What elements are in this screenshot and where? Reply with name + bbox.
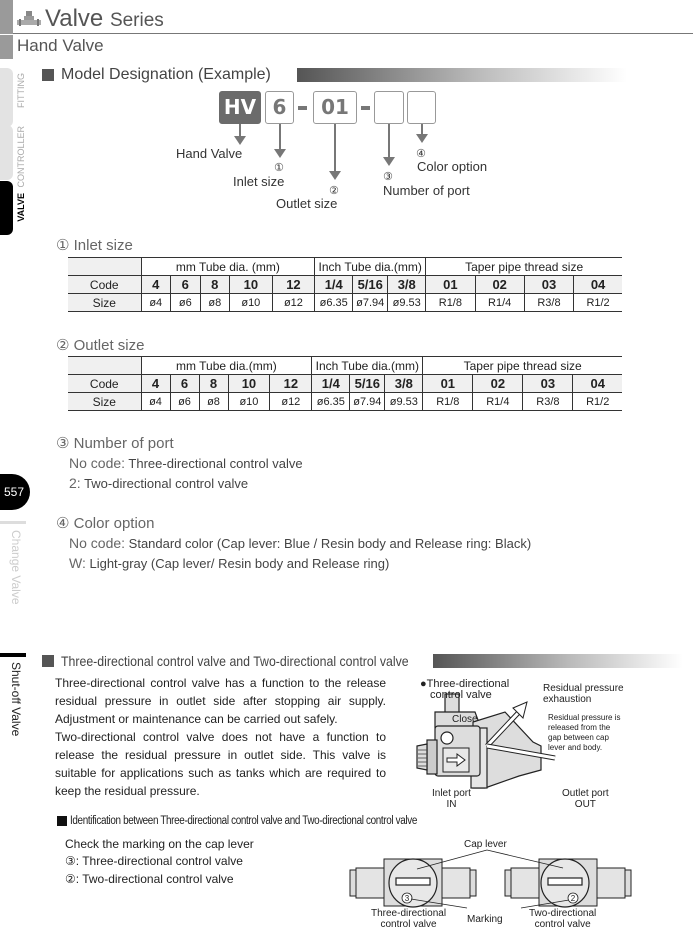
table-cell: 4 bbox=[141, 276, 171, 294]
three-directional-valve-top-view bbox=[350, 859, 476, 907]
side-label-change-valve[interactable]: Change Valve bbox=[9, 530, 23, 605]
table-cell: ø4 bbox=[141, 393, 170, 411]
label-line: gap between cap bbox=[548, 733, 609, 742]
table-cell: 6 bbox=[170, 375, 199, 393]
square-bullet-icon bbox=[42, 655, 54, 667]
square-bullet-icon bbox=[42, 69, 54, 81]
tab-fitting-label[interactable]: FITTING bbox=[16, 73, 26, 108]
table-cell: 8 bbox=[199, 375, 228, 393]
option-value: Two-directional control valve bbox=[80, 476, 249, 491]
table-row bbox=[68, 375, 622, 393]
table-cell: ø9.53 bbox=[385, 393, 423, 411]
side-label-shutoff-valve[interactable]: Shut-off Valve bbox=[9, 662, 23, 737]
label-outlet-number: ② bbox=[329, 185, 339, 197]
label-cap-lever: Cap lever bbox=[464, 839, 507, 850]
model-designation-title: Model Designation (Example) bbox=[61, 66, 271, 83]
arrow-down-icon bbox=[421, 124, 423, 135]
outlet-size-table bbox=[68, 356, 622, 411]
control-valve-description bbox=[55, 674, 386, 800]
model-box-hv: HV bbox=[219, 91, 261, 124]
table-cell: 03 bbox=[523, 375, 573, 393]
table-row-label: Code bbox=[68, 276, 141, 294]
model-dash bbox=[361, 106, 370, 110]
option-key: W: bbox=[69, 555, 86, 571]
table-row bbox=[68, 294, 622, 312]
table-cell: 5/16 bbox=[350, 375, 385, 393]
table-cell: ø9.53 bbox=[388, 294, 426, 312]
table-row bbox=[68, 357, 622, 375]
paragraph-three-directional: Three-directional control valve has a function to the release residual pressure in outlet side after stopping air supply. Adjustment or maintenance can be carried out safely. bbox=[55, 676, 386, 726]
table-cell: 10 bbox=[228, 375, 270, 393]
number-of-port-heading: ③ Number of port bbox=[56, 435, 174, 452]
identification-line: ③: Three-directional control valve bbox=[65, 854, 243, 868]
model-box-color bbox=[407, 91, 436, 124]
side-divider bbox=[0, 521, 26, 524]
label-inlet-size: Inlet size bbox=[233, 174, 285, 189]
table-cell: 6 bbox=[171, 276, 201, 294]
table-cell: 12 bbox=[270, 375, 312, 393]
label-close: Close bbox=[452, 714, 478, 725]
table-cell: R3/8 bbox=[523, 393, 573, 411]
table-cell: ø7.94 bbox=[353, 294, 388, 312]
identification-heading bbox=[57, 815, 474, 827]
label-line: Residual pressure is bbox=[548, 713, 621, 722]
table-cell: 3/8 bbox=[385, 375, 423, 393]
label-marking: Marking bbox=[467, 914, 503, 925]
marking-right: 2 bbox=[570, 894, 576, 903]
control-valve-title: Three-directional control valve and Two-directional control valve bbox=[61, 653, 409, 669]
arrow-down-icon bbox=[334, 124, 336, 172]
outlet-size-heading: ② Outlet size bbox=[56, 337, 145, 354]
header-side-bar bbox=[0, 0, 13, 34]
color-option-w bbox=[69, 555, 389, 571]
label-line: IN bbox=[446, 799, 457, 810]
option-key: No code: bbox=[69, 535, 126, 551]
inlet-size-table bbox=[68, 257, 622, 312]
label-line: control valve bbox=[380, 919, 437, 930]
table-cell: 4 bbox=[141, 375, 170, 393]
tab-controller-label[interactable]: CONTROLLER bbox=[16, 126, 26, 188]
label-inlet-port bbox=[432, 788, 471, 810]
option-key: 2: bbox=[69, 475, 81, 491]
model-box-outlet: 01 bbox=[313, 91, 357, 124]
table-cell: ø10 bbox=[228, 393, 270, 411]
port-option-2 bbox=[69, 475, 248, 491]
label-line: control valve bbox=[534, 919, 591, 930]
heading-gradient-bar bbox=[297, 68, 627, 82]
label-line: Two-directional bbox=[529, 908, 597, 919]
table-cell: R1/8 bbox=[423, 393, 473, 411]
model-designation-heading bbox=[42, 66, 271, 84]
label-line: Three-directional bbox=[371, 908, 447, 919]
table-cell: ø10 bbox=[230, 294, 273, 312]
page-title-suffix: Series bbox=[109, 10, 164, 31]
table-cell: 01 bbox=[423, 375, 473, 393]
table-cell: R1/2 bbox=[573, 393, 622, 411]
table-cell-empty bbox=[68, 258, 141, 276]
table-cell: ø6.35 bbox=[315, 294, 353, 312]
table-cell-empty bbox=[68, 357, 141, 375]
label-outlet-port bbox=[562, 788, 609, 810]
table-group-header: Taper pipe thread size bbox=[426, 258, 622, 276]
model-dash bbox=[298, 106, 307, 110]
table-cell: 1/4 bbox=[312, 375, 350, 393]
table-group-header: Inch Tube dia.(mm) bbox=[312, 357, 423, 375]
table-cell: 01 bbox=[426, 276, 475, 294]
option-value: Three-directional control valve bbox=[125, 456, 303, 471]
model-box-port bbox=[374, 91, 404, 124]
option-value: Standard color (Cap lever: Blue / Resin body and Release ring: Black) bbox=[125, 536, 532, 551]
table-cell: R3/8 bbox=[524, 294, 573, 312]
identification-line: ②: Two-directional control valve bbox=[65, 872, 234, 886]
table-row-label: Code bbox=[68, 375, 141, 393]
option-key: No code: bbox=[69, 455, 126, 471]
label-outlet-size: Outlet size bbox=[276, 196, 338, 211]
tab-valve[interactable] bbox=[0, 181, 13, 235]
table-cell: 02 bbox=[473, 375, 523, 393]
page-title: Valve Series bbox=[45, 5, 164, 32]
table-cell: ø8 bbox=[199, 393, 228, 411]
label-inlet-number: ① bbox=[274, 162, 284, 174]
table-cell: 04 bbox=[573, 375, 622, 393]
label-two-directional bbox=[529, 908, 596, 930]
table-cell: R1/2 bbox=[574, 294, 622, 312]
arrow-down-icon bbox=[279, 124, 281, 150]
heading-gradient-bar bbox=[433, 654, 683, 668]
label-color-option: Color option bbox=[417, 159, 488, 174]
square-bullet-icon bbox=[57, 816, 67, 826]
table-cell: 12 bbox=[272, 276, 315, 294]
tab-valve-label[interactable]: VALVE bbox=[16, 193, 26, 222]
table-row bbox=[68, 393, 622, 411]
marking-left: 3 bbox=[404, 894, 410, 903]
table-cell: R1/4 bbox=[475, 294, 524, 312]
table-group-header: Taper pipe thread size bbox=[423, 357, 622, 375]
table-cell: 5/16 bbox=[353, 276, 388, 294]
control-valve-heading bbox=[42, 653, 456, 669]
table-cell: 02 bbox=[475, 276, 524, 294]
option-value: Light-gray (Cap lever/ Resin body and Release ring) bbox=[85, 556, 390, 571]
table-row-label: Size bbox=[68, 393, 141, 411]
paragraph-two-directional: Two-directional control valve does not have a function to release the residual pressure in outlet side. This valve is suitable for applications such as tanks which are required to keep the residual pressure. bbox=[55, 730, 386, 798]
table-row bbox=[68, 258, 622, 276]
label-residual-exhaustion bbox=[543, 683, 624, 705]
page-subtitle: Hand Valve bbox=[17, 36, 104, 55]
table-cell: ø4 bbox=[141, 294, 171, 312]
table-cell: 04 bbox=[574, 276, 622, 294]
inlet-size-heading: ① Inlet size bbox=[56, 237, 133, 254]
label-line: Inlet port bbox=[432, 788, 471, 799]
table-group-header: mm Tube dia. (mm) bbox=[141, 258, 315, 276]
diagram-title bbox=[420, 679, 509, 701]
table-cell: R1/8 bbox=[426, 294, 475, 312]
table-cell: 8 bbox=[200, 276, 230, 294]
label-line: exhaustion bbox=[543, 694, 592, 705]
valve-icon bbox=[17, 10, 41, 30]
label-line: OUT bbox=[574, 799, 596, 810]
table-cell: 1/4 bbox=[315, 276, 353, 294]
port-option-no-code bbox=[69, 455, 303, 471]
header-divider bbox=[13, 33, 693, 34]
diagram-title-line: control valve bbox=[430, 689, 492, 701]
tab-controller[interactable] bbox=[0, 125, 13, 180]
table-cell: ø12 bbox=[270, 393, 312, 411]
table-group-header: Inch Tube dia.(mm) bbox=[315, 258, 426, 276]
label-hand-valve: Hand Valve bbox=[176, 146, 243, 161]
identification-line: Check the marking on the cap lever bbox=[65, 837, 254, 851]
table-cell: ø6 bbox=[171, 294, 201, 312]
arrow-down-icon bbox=[239, 124, 241, 137]
arrow-down-icon bbox=[388, 124, 390, 158]
identification-title: Identification between Three-directional control valve and Two-directional control valve bbox=[70, 815, 418, 827]
label-line: lever and body. bbox=[548, 743, 603, 752]
table-group-header: mm Tube dia.(mm) bbox=[141, 357, 312, 375]
color-option-no-code bbox=[69, 535, 531, 551]
diagram-title-line: ●Three-directional bbox=[420, 678, 510, 690]
label-three-directional bbox=[371, 908, 446, 930]
table-cell: 10 bbox=[230, 276, 273, 294]
table-cell: 03 bbox=[524, 276, 573, 294]
table-cell: 3/8 bbox=[388, 276, 426, 294]
header-side-bar-2 bbox=[0, 35, 13, 59]
table-cell: R1/4 bbox=[473, 393, 523, 411]
page-number: 557 bbox=[0, 474, 30, 510]
table-cell: ø6 bbox=[170, 393, 199, 411]
label-line: released from the bbox=[548, 723, 611, 732]
label-port-number: ③ bbox=[383, 171, 393, 183]
table-cell: ø6.35 bbox=[312, 393, 350, 411]
model-box-inlet: 6 bbox=[265, 91, 294, 124]
color-option-heading: ④ Color option bbox=[56, 515, 155, 532]
label-residual-note bbox=[548, 713, 620, 753]
cap-lever-diagram bbox=[345, 848, 645, 910]
tab-fitting[interactable] bbox=[0, 68, 13, 127]
table-row-label: Size bbox=[68, 294, 141, 312]
label-line: Outlet port bbox=[562, 788, 609, 799]
table-row bbox=[68, 276, 622, 294]
label-line: Residual pressure bbox=[543, 683, 624, 694]
label-number-of-port: Number of port bbox=[383, 183, 470, 198]
table-cell: ø7.94 bbox=[350, 393, 385, 411]
table-cell: ø8 bbox=[200, 294, 230, 312]
table-cell: ø12 bbox=[272, 294, 315, 312]
label-color-number: ④ bbox=[416, 148, 426, 160]
side-divider-active bbox=[0, 653, 26, 657]
